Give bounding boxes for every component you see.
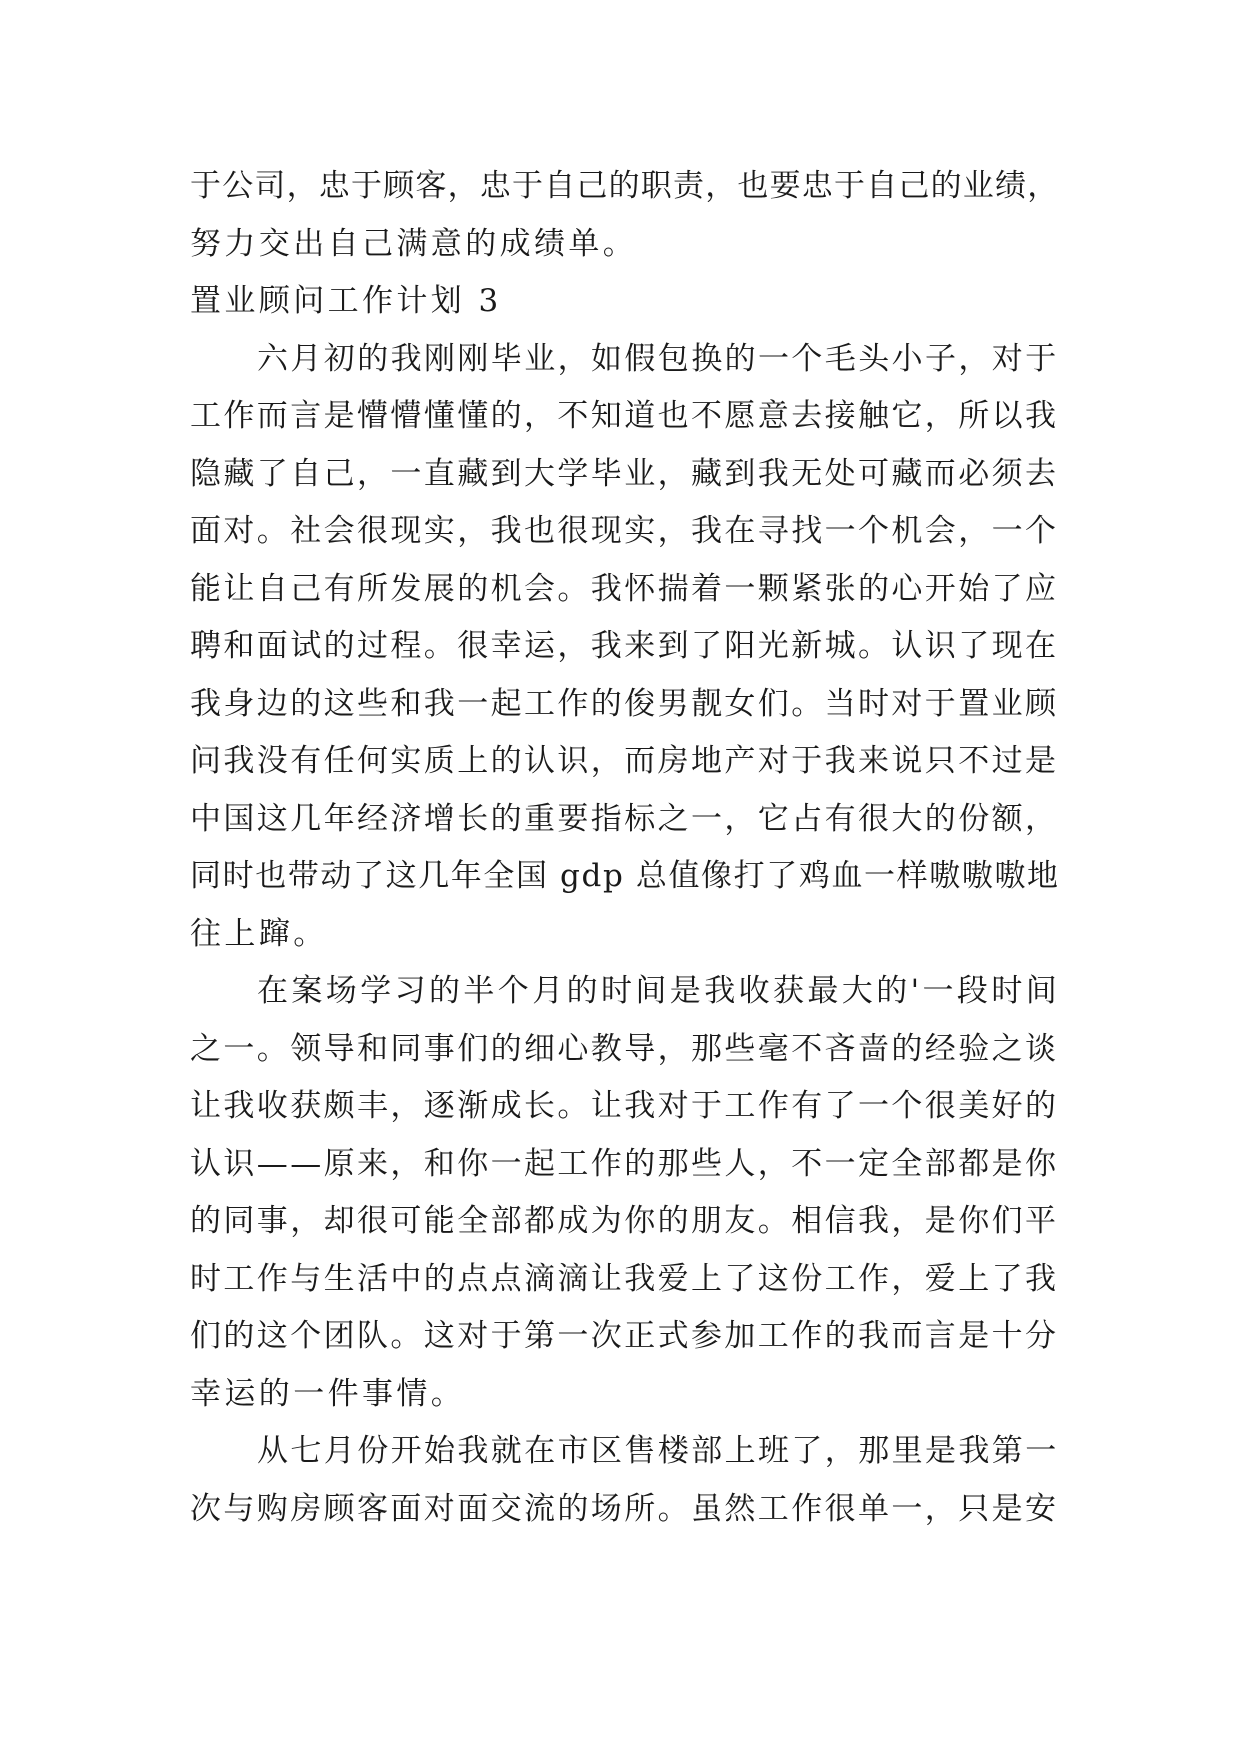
text-line: 认识——原来，和你一起工作的那些人，不一定全部都是你 xyxy=(190,1145,1059,1182)
document-body xyxy=(190,158,1060,1538)
text-line: 的同事，却很可能全部都成为你的朋友。相信我，是你们平 xyxy=(190,1203,1059,1239)
text-line: 时工作与生活中的点点滴滴让我爱上了这份工作，爱上了我 xyxy=(190,1260,1059,1297)
text-line: 让我收获颇丰，逐渐成长。让我对于工作有了一个很美好的 xyxy=(190,1088,1059,1124)
text-line: 之一。领导和同事们的细心教导，那些毫不吝啬的经验之谈 xyxy=(190,1030,1059,1067)
section-heading: 置业顾问工作计划 3 xyxy=(190,283,502,319)
text-line: 隐藏了自己，一直藏到大学毕业，藏到我无处可藏而必须去 xyxy=(190,455,1059,492)
text-line: 面对。社会很现实，我也很现实，我在寻找一个机会，一个 xyxy=(190,513,1059,549)
text-line: 们的这个团队。这对于第一次正式参加工作的我而言是十分 xyxy=(190,1318,1059,1354)
text-line: 往上蹿。 xyxy=(190,915,328,952)
text-line: 我身边的这些和我一起工作的俊男靓女们。当时对于置业顾 xyxy=(190,685,1059,722)
text-line: 能让自己有所发展的机会。我怀揣着一颗紧张的心开始了应 xyxy=(190,570,1059,607)
text-line: 工作而言是懵懵懂懂的，不知道也不愿意去接触它，所以我 xyxy=(190,398,1059,434)
paragraph-start: 从七月份开始我就在市区售楼部上班了，那里是我第一 xyxy=(257,1433,1059,1469)
text-line: 努力交出自己满意的成绩单。 xyxy=(190,225,638,262)
text-line: 中国这几年经济增长的重要指标之一，它占有很大的份额， xyxy=(190,800,1059,837)
text-line: 聘和面试的过程。很幸运，我来到了阳光新城。认识了现在 xyxy=(190,628,1059,664)
paragraph-start: 六月初的我刚刚毕业，如假包换的一个毛头小子，对于 xyxy=(257,340,1059,377)
text-line: 于公司，忠于顾客，忠于自己的职责，也要忠于自己的业绩， xyxy=(190,168,1060,204)
text-line: 次与购房顾客面对面交流的场所。虽然工作很单一，只是安 xyxy=(190,1490,1059,1527)
text-line: 幸运的一件事情。 xyxy=(190,1375,466,1412)
text-line: 同时也带动了这几年全国 gdp 总值像打了鸡血一样嗷嗷嗷地 xyxy=(190,858,1060,894)
paragraph-start: 在案场学习的半个月的时间是我收获最大的'一段时间 xyxy=(257,973,1061,1009)
text-line: 问我没有任何实质上的认识，而房地产对于我来说只不过是 xyxy=(190,743,1059,779)
